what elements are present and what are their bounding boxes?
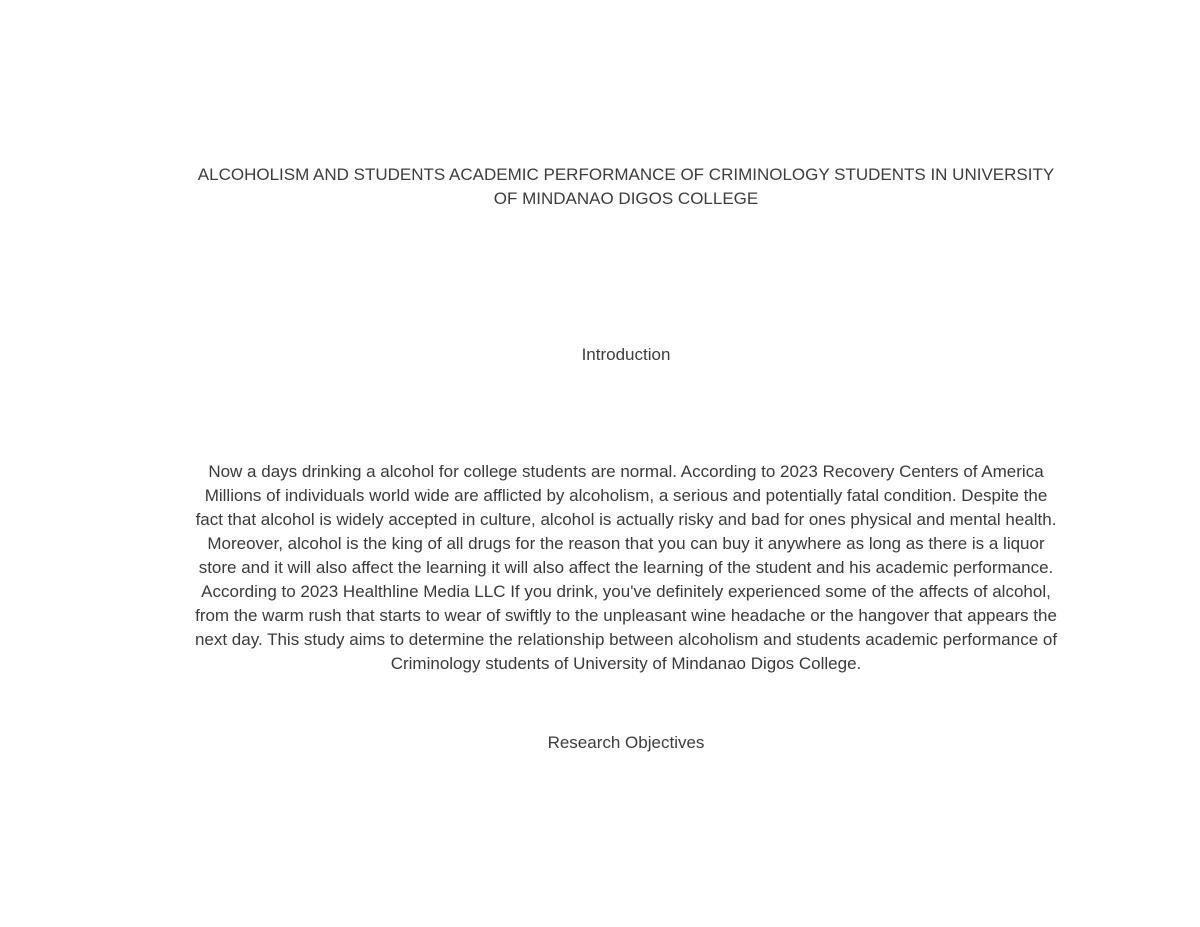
- introduction-paragraph: [150, 460, 1102, 676]
- paragraph-line: from the warm rush that starts to wear of swiftly to the unpleasant wine headache or the hangover that appears the: [195, 606, 1057, 625]
- paragraph-line: Millions of individuals world wide are afflicted by alcoholism, a serious and potentially fatal condition. Despite the: [204, 486, 1048, 505]
- paragraph-line: Moreover, alcohol is the king of all drugs for the reason that you can buy it anywhere as long as there is a liquor: [207, 534, 1045, 553]
- paragraph-line: According to 2023 Healthline Media LLC If you drink, you've definitely experienced some of the affects of alcohol,: [201, 582, 1051, 601]
- paragraph-line: next day. This study aims to determine the relationship between alcoholism and students academic performance of: [194, 630, 1058, 649]
- title-line: OF MINDANAO DIGOS COLLEGE: [493, 189, 759, 208]
- paragraph-line: fact that alcohol is widely accepted in culture, alcohol is actually risky and bad for ones physical and mental health.: [195, 510, 1057, 529]
- paragraph-line: Now a days drinking a alcohol for college students are normal. According to 2023 Recovery Centers of America: [208, 462, 1044, 481]
- paragraph-line: store and it will also affect the learning it will also affect the learning of the student and his academic performance.: [198, 558, 1054, 577]
- paragraph-line: Criminology students of University of Mindanao Digos College.: [390, 654, 862, 673]
- introduction-heading: Introduction: [581, 345, 671, 364]
- research-objectives-heading: Research Objectives: [547, 733, 705, 752]
- title-line: ALCOHOLISM AND STUDENTS ACADEMIC PERFORMANCE OF CRIMINOLOGY STUDENTS IN UNIVERSITY: [197, 165, 1055, 184]
- document-title: [150, 163, 1102, 211]
